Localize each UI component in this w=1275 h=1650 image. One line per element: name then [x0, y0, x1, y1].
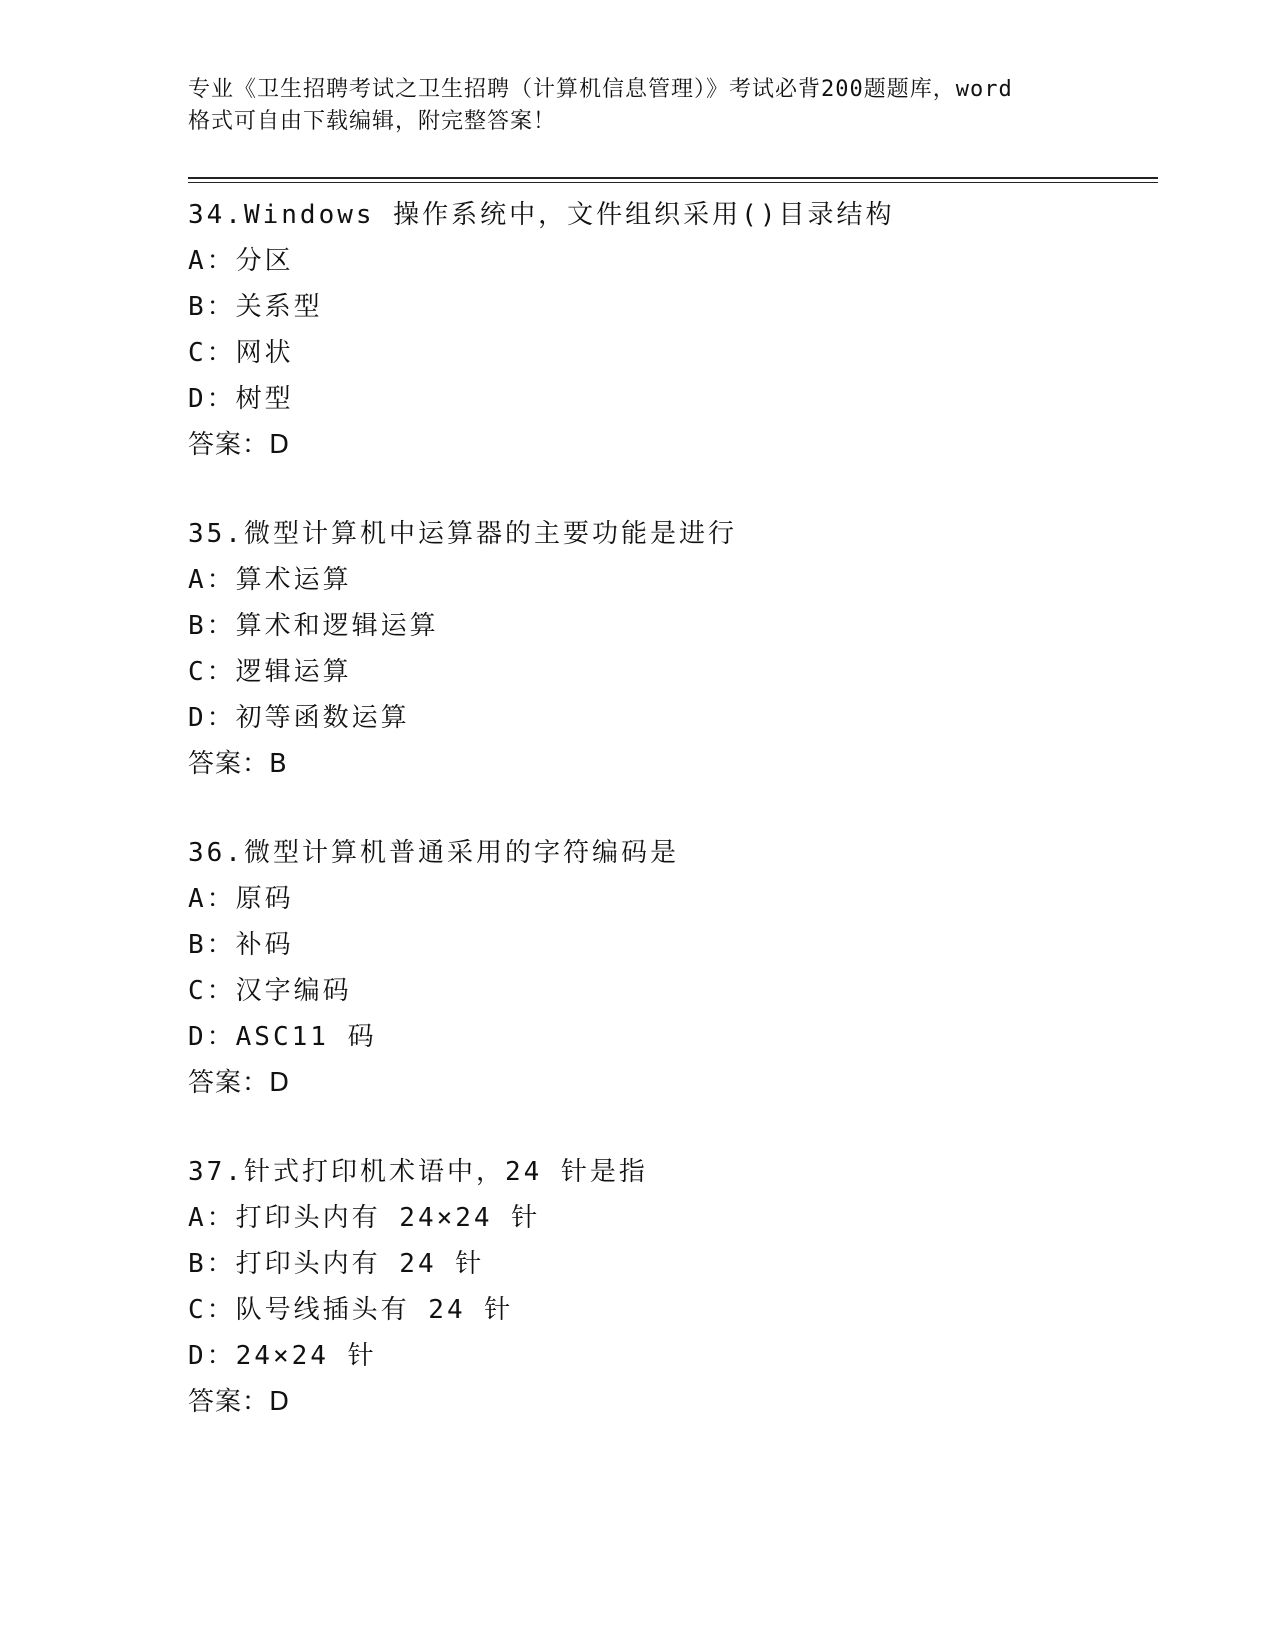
- answer-label: 答案：D: [188, 430, 291, 460]
- answer-label: 答案：D: [188, 1387, 291, 1417]
- option-a: A：分区: [188, 246, 294, 276]
- document-header: [188, 74, 1088, 138]
- option-c: C：网状: [188, 338, 294, 368]
- option-a: A：原码: [188, 884, 294, 914]
- option-b: B：关系型: [188, 292, 323, 322]
- option-d: D：树型: [188, 384, 294, 414]
- question-35: [188, 511, 1158, 787]
- answer-label: 答案：B: [188, 749, 288, 779]
- option-d: D：初等函数运算: [188, 703, 410, 733]
- question-37: [188, 1149, 1158, 1425]
- header-line-2: 格式可自由下载编辑，附完整答案！: [188, 109, 557, 134]
- question-text: 34.Windows 操作系统中，文件组织采用()目录结构: [188, 200, 895, 230]
- option-d: D：ASC11 码: [188, 1022, 377, 1052]
- option-a: A：算术运算: [188, 565, 352, 595]
- option-a: A：打印头内有 24×24 针: [188, 1203, 541, 1233]
- option-b: B：打印头内有 24 针: [188, 1249, 485, 1279]
- option-c: C：逻辑运算: [188, 657, 352, 687]
- question-text: 35.微型计算机中运算器的主要功能是进行: [188, 519, 737, 549]
- question-text: 37.针式打印机术语中，24 针是指: [188, 1157, 648, 1187]
- option-c: C：队号线插头有 24 针: [188, 1295, 514, 1325]
- option-b: B：算术和逻辑运算: [188, 611, 439, 641]
- option-b: B：补码: [188, 930, 294, 960]
- question-list: [188, 192, 1158, 1468]
- option-c: C：汉字编码: [188, 976, 352, 1006]
- header-divider-thick: [188, 177, 1158, 179]
- question-text: 36.微型计算机普通采用的字符编码是: [188, 838, 679, 868]
- question-34: [188, 192, 1158, 468]
- header-line-1: 专业《卫生招聘考试之卫生招聘（计算机信息管理）》考试必背200题题库，word: [188, 77, 1013, 102]
- option-d: D：24×24 针: [188, 1341, 377, 1371]
- header-divider-thin: [188, 182, 1158, 183]
- answer-label: 答案：D: [188, 1068, 291, 1098]
- question-36: [188, 830, 1158, 1106]
